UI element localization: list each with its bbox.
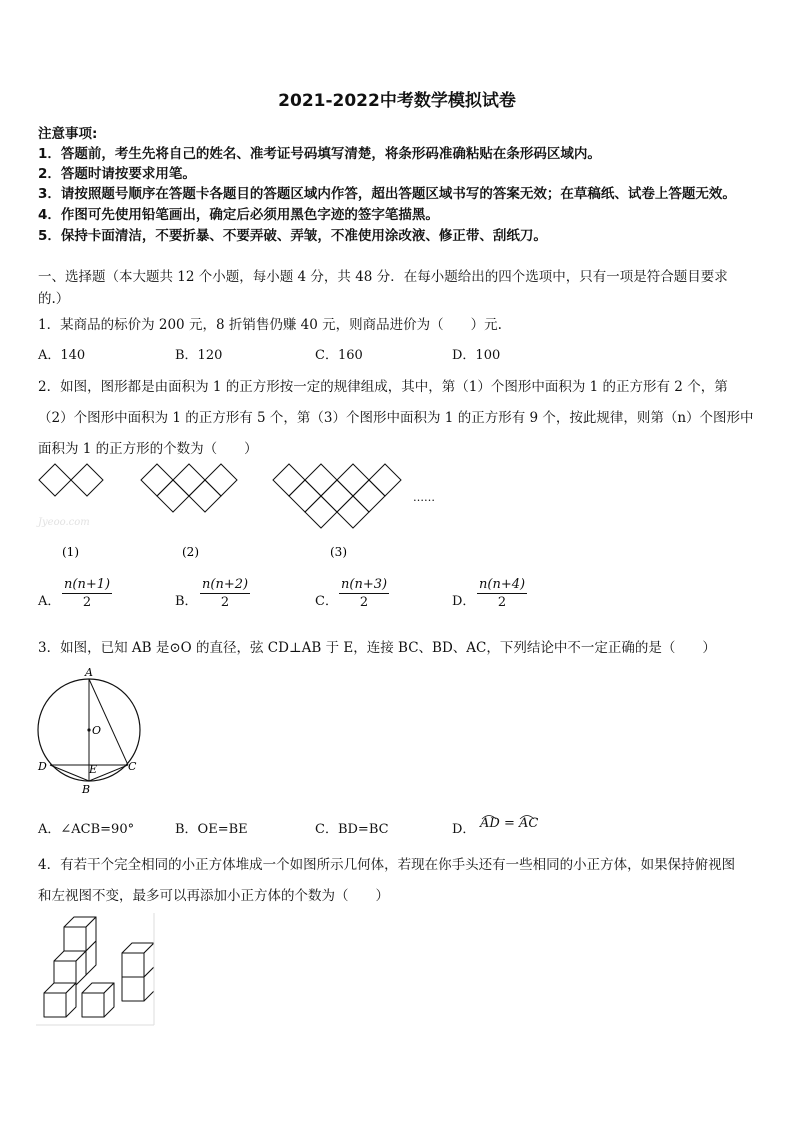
q3-option-c: C．BD=BC: [315, 822, 389, 837]
q3-option-d-expr: AD = AC: [480, 816, 539, 831]
point-e-label: E: [89, 763, 98, 776]
section-heading-cont: 的.）: [38, 291, 70, 307]
q1-option-a: A．140: [38, 348, 86, 363]
note-item: 5．保持卡面清洁，不要折暴、不要弄破、弄皱，不准使用涂改液、修正带、刮纸刀。: [38, 228, 547, 244]
q1-option-d: D．100: [452, 348, 501, 363]
point-o-label: O: [92, 724, 102, 737]
arc-marks: [480, 811, 544, 821]
point-b-label: B: [82, 783, 91, 796]
question-2: 2．如图，图形都是由面积为 1 的正方形按一定的规律组成，其中，第（1）个图形中面积为 1 的正方形有 2 个，第: [38, 379, 728, 395]
q2-option-a-fraction: $\frac{n(n+1)}{2}$: [64, 577, 111, 610]
point-d-label: D: [38, 760, 47, 773]
q4-cubes-figure: [36, 913, 158, 1029]
question-4: 4．有若干个完全相同的小正方体堆成一个如图所示几何体，若现在你手头还有一些相同的小正方体，如果保持俯视图: [38, 857, 736, 873]
q3-option-d: D．: [452, 822, 476, 837]
q2-ellipsis: ……: [413, 491, 435, 504]
q3-option-a: A．∠ACB=90°: [38, 822, 135, 837]
note-item: 4．作图可先使用铅笔画出，确定后必须用黑色字迹的签字笔描黑。: [38, 207, 439, 223]
note-item: 2．答题时请按要求用笔。: [38, 166, 196, 182]
q1-option-c: C．160: [315, 348, 363, 363]
question-2-line3: 面积为 1 的正方形的个数为（ ）: [38, 441, 258, 457]
q2-fig-label: (1): [62, 545, 79, 559]
q2-fig-label: (2): [182, 545, 199, 559]
question-4-line2: 和左视图不变，最多可以再添加小正方体的个数为（ ）: [38, 888, 389, 904]
q2-fig-label: (3): [330, 545, 347, 559]
q2-option-c: C．: [315, 594, 338, 609]
q2-option-b: B．: [175, 594, 198, 609]
q2-option-d: D．: [452, 594, 476, 609]
question-1: 1．某商品的标价为 200 元，8 折销售仍赚 40 元，则商品进价为（ ）元.: [38, 317, 502, 333]
q2-figure: [30, 455, 450, 565]
point-c-label: C: [128, 760, 137, 773]
q2-option-d-fraction: $\frac{n(n+4)}{2}$: [479, 577, 526, 610]
watermark: Jyeoo.com: [38, 517, 90, 528]
q2-option-b-fraction: $\frac{n(n+2)}{2}$: [202, 577, 249, 610]
notes-heading: 注意事项:: [38, 126, 98, 142]
page-title: 2021-2022中考数学模拟试卷: [278, 91, 516, 111]
q1-option-b: B．120: [175, 348, 223, 363]
question-3: 3．如图，已知 AB 是⊙O 的直径，弦 CD⊥AB 于 E，连接 BC、BD、AC，下列结论中不一定正确的是（ ）: [38, 640, 716, 656]
q2-option-c-fraction: $\frac{n(n+3)}{2}$: [341, 577, 388, 610]
q3-option-b: B．OE=BE: [175, 822, 248, 837]
note-item: 3．请按照题号顺序在答题卡各题目的答题区域内作答，超出答题区域书写的答案无效；在草稿纸、试卷上答题无效。: [38, 186, 736, 202]
point-a-label: A: [85, 666, 93, 679]
section-heading: 一、选择题（本大题共 12 个小题，每小题 4 分，共 48 分．在每小题给出的四个选项中，只有一项是符合题目要求: [38, 269, 728, 285]
q2-option-a: A．: [38, 594, 61, 609]
question-2-line2: （2）个图形中面积为 1 的正方形有 5 个，第（3）个图形中面积为 1 的正方形有 9 个，按此规律，则第（n）个图形中: [38, 410, 754, 426]
q3-circle-figure: [30, 664, 145, 800]
note-item: 1．答题前，考生先将自己的姓名、准考证号码填写清楚，将条形码准确粘贴在条形码区域内。: [38, 146, 601, 162]
